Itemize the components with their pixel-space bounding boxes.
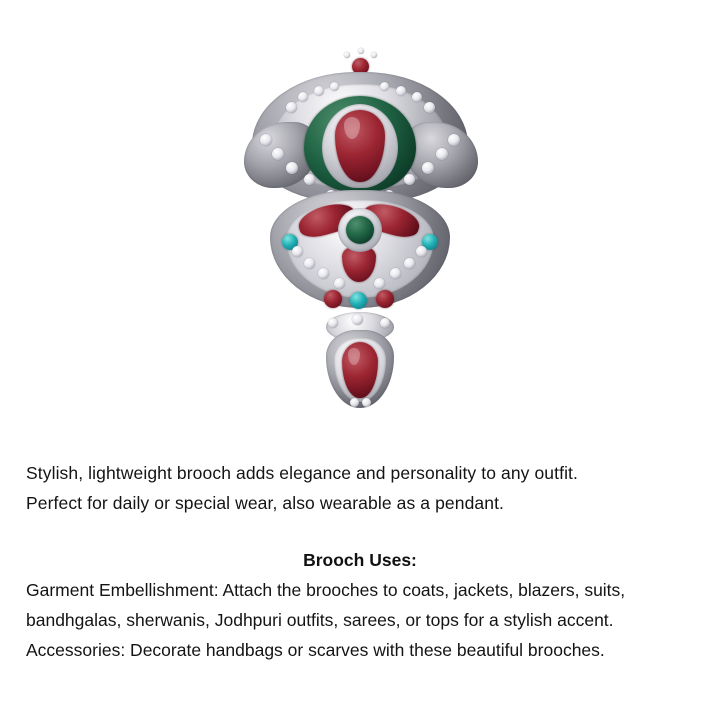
pave-stone: [286, 162, 298, 174]
pave-stone: [328, 318, 338, 328]
intro-line-1: Stylish, lightweight brooch adds elegance and personality to any outfit.: [26, 463, 578, 483]
pave-stone: [371, 52, 377, 58]
pave-stone: [350, 398, 359, 407]
gem-ruby-bottom-right: [376, 290, 394, 308]
pave-stone: [422, 162, 434, 174]
pave-stone: [260, 134, 272, 146]
pave-stone: [314, 86, 324, 96]
uses-line-3: Accessories: Decorate handbags or scarves with these beautiful brooches.: [26, 640, 605, 660]
pave-stone: [390, 268, 401, 279]
pave-stone: [380, 318, 390, 328]
pave-stone: [448, 134, 460, 146]
intro-paragraph: [26, 458, 694, 518]
gem-emerald-heart-center: [346, 216, 374, 244]
pave-stone: [416, 246, 427, 257]
pave-stone: [292, 246, 303, 257]
pave-stone: [404, 174, 415, 185]
brooch-illustration: [230, 50, 490, 390]
pave-stone: [404, 258, 415, 269]
pave-stone: [318, 268, 329, 279]
gem-teal-bottom-center: [350, 292, 367, 309]
pave-stone: [298, 92, 308, 102]
pave-stone: [424, 102, 435, 113]
pave-stone: [286, 102, 297, 113]
uses-line-2: bandhgalas, sherwanis, Jodhpuri outfits, sarees, or tops for a stylish accent.: [26, 610, 614, 630]
uses-line-1: Garment Embellishment: Attach the brooches to coats, jackets, blazers, suits,: [26, 580, 626, 600]
pave-stone: [374, 278, 385, 289]
pave-stone: [304, 174, 315, 185]
intro-line-2: Perfect for daily or special wear, also wearable as a pendant.: [26, 493, 504, 513]
pave-stone: [334, 278, 345, 289]
pave-stone: [330, 82, 339, 91]
product-description-block: [0, 430, 720, 665]
pave-stone: [352, 314, 363, 325]
pave-stone: [396, 86, 406, 96]
pave-stone: [344, 52, 350, 58]
uses-paragraph: [26, 575, 694, 665]
uses-heading: Brooch Uses:: [303, 550, 417, 570]
pave-stone: [362, 398, 371, 407]
pave-stone: [272, 148, 284, 160]
pave-stone: [380, 82, 389, 91]
pave-stone: [358, 48, 364, 54]
pave-stone: [412, 92, 422, 102]
pave-stone: [304, 258, 315, 269]
pave-stone: [436, 148, 448, 160]
gem-ruby-bottom-left: [324, 290, 342, 308]
